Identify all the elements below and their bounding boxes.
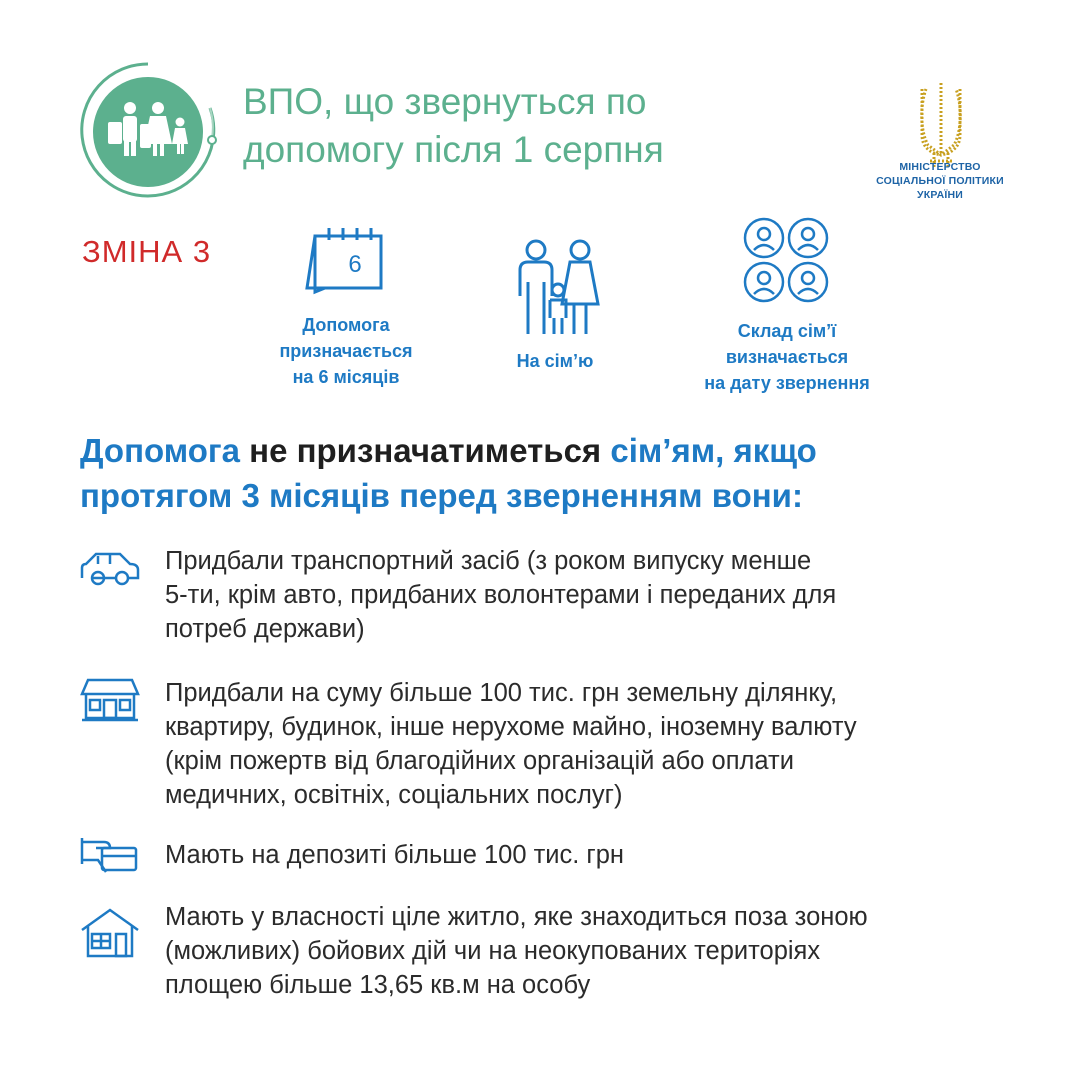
people-group-icon	[740, 214, 832, 306]
headline: Допомога не призначатиметься сім’ям, якщо протягом 3 місяців перед зверненням вони:	[80, 432, 817, 514]
condition-deposit: Мають на депозиті більше 100 тис. грн	[165, 841, 624, 869]
page-title: ВПО, що звернуться по допомогу після 1 серпня	[243, 81, 664, 170]
building-icon	[78, 676, 142, 726]
family-travel-icon	[78, 60, 218, 200]
house-icon	[78, 906, 142, 962]
calendar-icon	[303, 222, 387, 302]
condition-property: Придбали на суму більше 100 тис. грн земельну ділянку, квартиру, будинок, інше нерухоме майно, іноземну валюту (крім пожертв від благодійних організацій або оплати медичних, освітніх, соціальних послуг)	[165, 679, 857, 809]
svg-text:6: 6	[348, 251, 362, 278]
family-icon	[512, 238, 604, 336]
ministry-name: МІНІСТЕРСТВО СОЦІАЛЬНОЇ ПОЛІТИКИ УКРАЇНИ	[876, 161, 1004, 201]
feature-family-composition: Склад сім’ї визначається на дату звернення	[704, 321, 870, 393]
condition-vehicle: Придбали транспортний засіб (з роком випуску менше 5-ти, крім авто, придбаних волонтерами і переданих для потреб держави)	[165, 547, 837, 643]
hand-card-icon	[78, 832, 142, 882]
feature-duration: Допомога призначається на 6 місяців	[279, 315, 413, 387]
feature-per-family: На сім’ю	[516, 351, 594, 371]
change-label: ЗМІНА 3	[82, 234, 212, 269]
car-icon	[78, 544, 142, 594]
condition-housing: Мають у власності ціле житло, яке знаходиться поза зоною (можливих) бойових дій чи на неокупованих територіях площею більше 13,65 кв.м на особу	[165, 903, 868, 999]
